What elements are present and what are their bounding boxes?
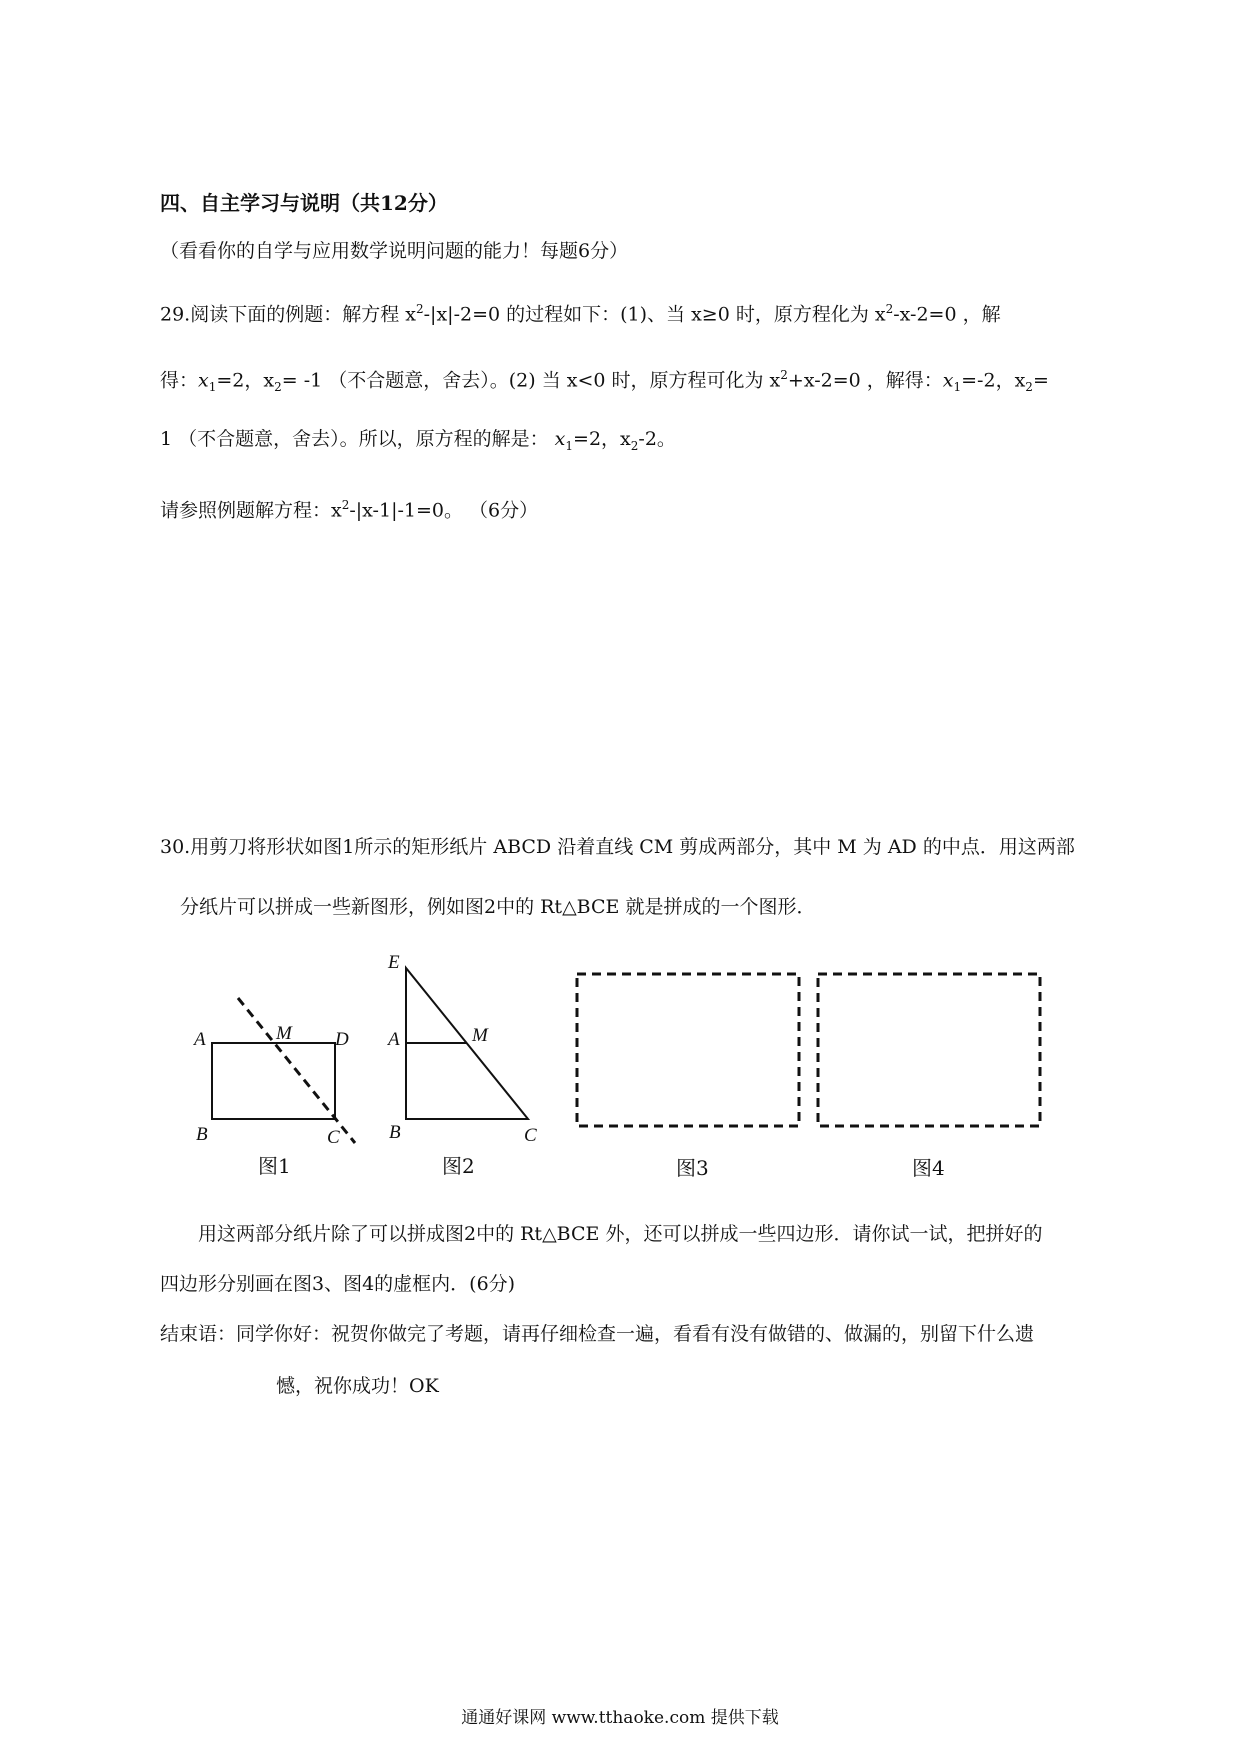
figure-4-dashed-box[interactable] <box>818 974 1040 1126</box>
section-title: 四、自主学习与说明（共12分） <box>160 191 448 215</box>
q29-line1: 29.阅读下面的例题：解方程 $x^2-|x|-2=0$ 的过程如下：(1)、当 x≥0 时，原方程化为 $x^2-x-2=0$ ，解 <box>160 302 1001 326</box>
fig1-label-a: A <box>194 1029 206 1050</box>
fig1-label-b: B <box>196 1124 208 1145</box>
figure-1 <box>212 998 355 1143</box>
fig1-label-d: D <box>335 1029 349 1050</box>
q29-prompt: 请参照例题解方程：$x^2-|x-1|-1=0$。 （6分） <box>160 498 539 522</box>
fig2-label-a: A <box>388 1029 400 1050</box>
q29-line3: 1 （不合题意，舍去）。所以，原方程的解是： $x_1=2$，$x_2-2$。 <box>160 428 676 453</box>
figure-2 <box>406 968 528 1119</box>
fig2-label-c: C <box>524 1125 537 1146</box>
closing-line1: 结束语：同学你好：祝贺你做完了考题，请再仔细检查一遍，看看有没有做错的、做漏的，别留下什么遗 <box>160 1323 1035 1345</box>
fig1-label-c: C <box>327 1127 340 1148</box>
section-note: （看看你的自学与应用数学说明问题的能力！每题6分） <box>160 240 629 262</box>
fig1-label-m: M <box>276 1023 292 1044</box>
fig2-label-m: M <box>472 1025 488 1046</box>
closing-line2: 憾，祝你成功！OK <box>276 1375 439 1397</box>
fig2-caption: 图2 <box>442 1154 475 1178</box>
q30-line3: 用这两部分纸片除了可以拼成图2中的 Rt△BCE 外，还可以拼成一些四边形．请你试一试，把拼好的 <box>198 1223 1043 1245</box>
fig1-caption: 图1 <box>258 1154 291 1178</box>
fig4-caption: 图4 <box>912 1156 945 1180</box>
q30-line4: 四边形分别画在图3、图4的虚框内．(6分) <box>160 1273 516 1295</box>
rectangle-abcd <box>212 1043 335 1119</box>
fig3-caption: 图3 <box>676 1156 709 1180</box>
footer-credit: 通通好课网 www.tthaoke.com 提供下载 <box>461 1708 779 1728</box>
q29-line2: 得：$x_1=2$，$x_2= -1$ （不合题意，舍去）。(2) 当 x<0 时，原方程可化为 $x^2+x-2=0$ ，解得：$x_1=-2$，$x_2=$ <box>160 368 1049 395</box>
q30-line2: 分纸片可以拼成一些新图形，例如图2中的 Rt△BCE 就是拼成的一个图形． <box>180 896 816 918</box>
cut-line-cm <box>238 998 355 1143</box>
q30-line1: 30.用剪刀将形状如图1所示的矩形纸片 ABCD 沿着直线 CM 剪成两部分，其中 M 为 AD 的中点．用这两部 <box>160 836 1075 858</box>
fig2-label-b: B <box>389 1122 401 1143</box>
fig2-label-e: E <box>388 952 400 973</box>
figure-3-dashed-box[interactable] <box>577 974 799 1126</box>
